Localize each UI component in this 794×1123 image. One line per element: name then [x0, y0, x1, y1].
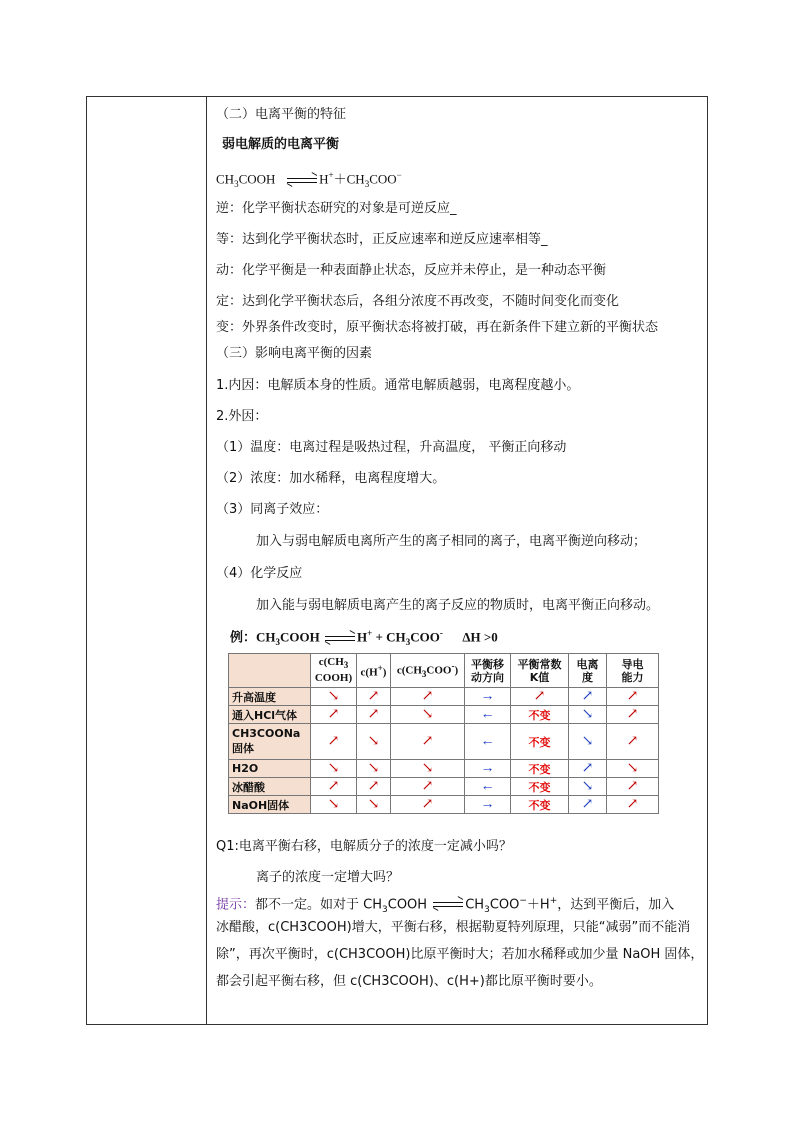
table-cell: [607, 724, 659, 760]
factor-reaction: （4）化学反应: [216, 566, 303, 581]
question-1b: 离子的浓度一定增大吗？: [256, 870, 400, 885]
trend-arrow-icon: ↗: [327, 734, 340, 749]
trend-arrow-icon: ↘: [327, 689, 340, 704]
column-divider: [206, 96, 207, 1025]
unchanged-label: 不变: [528, 780, 551, 794]
table-cell: [311, 760, 357, 778]
table-header-shift: 平衡移 动方向: [465, 654, 511, 688]
trend-arrow-icon: ↗: [421, 779, 434, 794]
table-cell: [357, 706, 391, 724]
factor-reaction-desc: 加入能与弱电解质电离产生的离子反应的物质时，电离平衡正向移动。: [256, 598, 660, 613]
table-cell: [311, 724, 357, 760]
table-header-corner: [229, 654, 311, 688]
table-row: [229, 796, 659, 814]
table-cell: [357, 796, 391, 814]
table-cell: [511, 778, 569, 796]
factor-common-ion-desc: 加入与弱电解质电离所产生的离子相同的离子，电离平衡逆向移动；: [256, 534, 647, 549]
trend-arrow-icon: ←: [480, 733, 495, 749]
example-equation: 例：$CH_3COOH$ $H^+ + CH_3COO^-$ ΔH >0: [230, 628, 498, 647]
unchanged-label: 不变: [528, 735, 551, 749]
trend-arrow-icon: ↘: [367, 761, 380, 776]
table-cell: [511, 760, 569, 778]
table-cell: [569, 796, 607, 814]
row-label: 升高温度: [229, 688, 311, 706]
factor-external: 2.外因：: [216, 409, 268, 424]
table-header-ch3cooh: $c(CH_3$ COOH): [311, 654, 357, 688]
table-row: [229, 760, 659, 778]
trend-arrow-icon: ↗: [327, 707, 340, 722]
trend-arrow-icon: ↘: [581, 779, 594, 794]
table-cell: [569, 688, 607, 706]
trend-arrow-icon: ↘: [581, 734, 594, 749]
row-label: 冰醋酸: [229, 778, 311, 796]
reversible-arrow-icon: [325, 634, 355, 643]
row-label: NaOH固体: [229, 796, 311, 814]
table-cell: [607, 706, 659, 724]
trend-arrow-icon: ↘: [327, 761, 340, 776]
table-row: [229, 724, 659, 760]
unchanged-label: 不变: [528, 798, 551, 812]
trend-arrow-icon: ↗: [581, 761, 594, 776]
trend-arrow-icon: ↗: [367, 707, 380, 722]
trend-arrow-icon: ↘: [367, 734, 380, 749]
question-1: Q1:电离平衡右移，电解质分子的浓度一定减小吗？: [216, 839, 512, 854]
row-label: 通入HCl气体: [229, 706, 311, 724]
table-cell: [391, 688, 465, 706]
table-row: [229, 778, 659, 796]
table-cell: [511, 796, 569, 814]
trend-arrow-icon: ↗: [367, 689, 380, 704]
feature-3: 动：化学平衡是一种表面静止状态，反应并未停止，是一种动态平衡: [216, 263, 607, 278]
trend-arrow-icon: ←: [480, 706, 495, 722]
table-cell: [607, 688, 659, 706]
table-cell: [391, 724, 465, 760]
table-cell: [311, 688, 357, 706]
table-cell: [357, 778, 391, 796]
trend-arrow-icon: ↗: [421, 734, 434, 749]
trend-arrow-icon: ↗: [626, 707, 639, 722]
table-cell: [607, 760, 659, 778]
trend-arrow-icon: →: [480, 796, 495, 812]
table-cell: [357, 724, 391, 760]
trend-arrow-icon: ↗: [367, 779, 380, 794]
table-cell: [465, 778, 511, 796]
trend-arrow-icon: ↗: [581, 797, 594, 812]
factor-common-ion: （3）同离子效应：: [216, 502, 329, 517]
factor-temp: （1）温度：电离过程是吸热过程，升高温度， 平衡正向移动: [216, 440, 567, 455]
trend-arrow-icon: ↘: [367, 797, 380, 812]
equation-1: $CH_3COOH$ $H^++CH_3COO^-$: [216, 170, 402, 189]
trend-arrow-icon: ↗: [327, 779, 340, 794]
feature-5: 变：外界条件改变时，原平衡状态将被打破，再在新条件下建立新的平衡状态: [216, 320, 659, 335]
trend-arrow-icon: ↗: [626, 797, 639, 812]
table-header-conductivity: 导电 能力: [607, 654, 659, 688]
table-cell: [569, 706, 607, 724]
table-cell: [311, 706, 357, 724]
trend-arrow-icon: ↗: [626, 689, 639, 704]
table-cell: [607, 796, 659, 814]
factor-conc: （2）浓度：加水稀释，电离程度增大。: [216, 471, 446, 486]
trend-arrow-icon: →: [480, 688, 495, 704]
unchanged-label: 不变: [528, 762, 551, 776]
table-cell: [311, 796, 357, 814]
table-cell: [607, 778, 659, 796]
trend-arrow-icon: ↗: [626, 779, 639, 794]
feature-4: 定：达到化学平衡状态后，各组分浓度不再改变，不随时间变化而变化: [216, 294, 620, 309]
table-cell: [391, 778, 465, 796]
table-cell: [511, 724, 569, 760]
row-label: H2O: [229, 760, 311, 778]
trend-arrow-icon: ↘: [626, 761, 639, 776]
table-cell: [357, 760, 391, 778]
section3-title: （三）影响电离平衡的因素: [216, 346, 373, 361]
trend-arrow-icon: ↗: [421, 689, 434, 704]
table-cell: [511, 688, 569, 706]
hint-line-1: 提示：都不一定。如对于 $CH_3COOH$ $CH_3COO^-+H^+$，达到平衡后，加入: [216, 896, 675, 915]
row-label: CH3COONa固体: [229, 724, 311, 760]
hint-line-4: 都会引起平衡右移，但 c(CH3COOH)、c(H+)都比原平衡时要小。: [216, 974, 602, 989]
reversible-arrow-icon: [287, 176, 317, 185]
trend-arrow-icon: ↗: [626, 734, 639, 749]
hint-line-2: 冰醋酸，c(CH3COOH)增大，平衡右移，根据勒夏特列原理，只能“减弱”而不能消: [216, 920, 691, 935]
table-cell: [465, 688, 511, 706]
table-cell: [465, 796, 511, 814]
section2-title: （二）电离平衡的特征: [216, 107, 347, 122]
trend-arrow-icon: →: [480, 760, 495, 776]
hint-line-3: 除”，再次平衡时，c(CH3COOH)比原平衡时大；若加水稀释或加少量 NaOH 固体，: [216, 947, 704, 962]
table-cell: [391, 760, 465, 778]
trend-arrow-icon: ↗: [533, 689, 546, 704]
table-row: [229, 688, 659, 706]
table-cell: [465, 706, 511, 724]
table-header-row: [229, 654, 659, 688]
table-cell: [465, 724, 511, 760]
trend-arrow-icon: ↘: [421, 761, 434, 776]
subtitle: 弱电解质的电离平衡: [222, 137, 340, 152]
unchanged-label: 不变: [528, 708, 551, 722]
table-cell: [391, 706, 465, 724]
equilibrium-table: [228, 653, 659, 814]
trend-arrow-icon: ↗: [421, 797, 434, 812]
table-cell: [391, 796, 465, 814]
table-cell: [465, 760, 511, 778]
table-cell: [511, 706, 569, 724]
table-cell: [357, 688, 391, 706]
trend-arrow-icon: ↘: [327, 797, 340, 812]
table-cell: [569, 724, 607, 760]
table-header-degree: 电离 度: [569, 654, 607, 688]
feature-2: 等：达到化学平衡状态时，正反应速率和逆反应速率相等_: [216, 232, 548, 247]
trend-arrow-icon: ↘: [421, 707, 434, 722]
table-header-h: c(H+): [357, 654, 391, 688]
table-cell: [569, 760, 607, 778]
trend-arrow-icon: ↘: [581, 707, 594, 722]
reversible-arrow-icon: [433, 900, 463, 909]
table-header-ch3coo: $c(CH_3COO^-)$: [391, 654, 465, 688]
trend-arrow-icon: ↗: [581, 689, 594, 704]
table-row: [229, 706, 659, 724]
factor-internal: 1.内因：电解质本身的性质。通常电解质越弱，电离程度越小。: [216, 378, 580, 393]
table-cell: [311, 778, 357, 796]
feature-1: 逆：化学平衡状态研究的对象是可逆反应_: [216, 201, 457, 216]
trend-arrow-icon: ←: [480, 778, 495, 794]
table-header-k: 平衡常数 K值: [511, 654, 569, 688]
table-cell: [569, 778, 607, 796]
